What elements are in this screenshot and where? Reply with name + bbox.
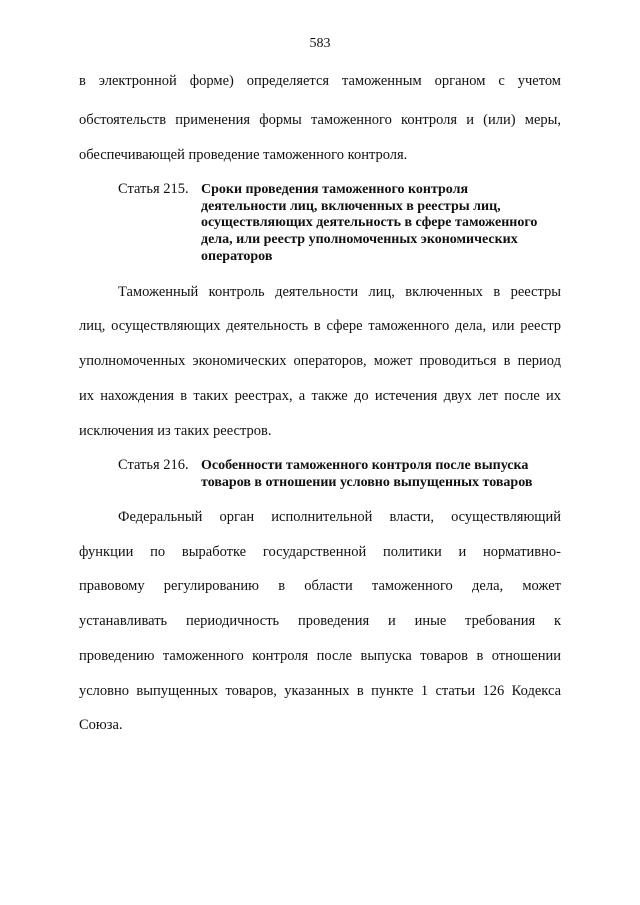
article-title-line: Особенности таможенного контроля после выпуска (201, 458, 529, 473)
paragraph-line: обстоятельств применения формы таможенного контроля и (или) меры, (79, 112, 561, 128)
paragraph-line: обеспечивающей проведение таможенного контроля. (79, 147, 408, 163)
article-title-line: осуществляющих деятельность в сфере таможенного (201, 215, 538, 230)
article-title-line: деятельности лиц, включенных в реестры лиц, (201, 199, 501, 214)
article-title-line: дела, или реестр уполномоченных экономических (201, 232, 518, 247)
article-label: Статья 215. (118, 181, 189, 197)
article-title-line: операторов (201, 249, 273, 264)
paragraph-line: Союза. (79, 717, 123, 733)
paragraph-line: устанавливать периодичность проведения и иные требования к (79, 613, 561, 629)
article-label: Статья 216. (118, 457, 189, 473)
paragraph-line: проведению таможенного контроля после выпуска товаров в отношении (79, 648, 561, 664)
page-number: 583 (309, 36, 331, 51)
paragraph-line: правовому регулированию в области таможенного дела, может (79, 578, 561, 594)
paragraph-line: функции по выработке государственной политики и нормативно- (79, 544, 561, 560)
paragraph-line: Таможенный контроль деятельности лиц, включенных в реестры (118, 284, 561, 300)
paragraph-line: уполномоченных экономических операторов, может проводиться в период (79, 353, 561, 369)
paragraph-line: исключения из таких реестров. (79, 423, 272, 439)
paragraph-line: лиц, осуществляющих деятельность в сфере таможенного дела, или реестр (79, 318, 561, 334)
paragraph-line: в электронной форме) определяется таможенным органом с учетом (79, 73, 561, 89)
article-title-line: товаров в отношении условно выпущенных товаров (201, 475, 533, 490)
paragraph-line: Федеральный орган исполнительной власти, осуществляющий (118, 509, 561, 525)
paragraph-line: их нахождения в таких реестрах, а также до истечения двух лет после их (79, 388, 561, 404)
paragraph-line: условно выпущенных товаров, указанных в пункте 1 статьи 126 Кодекса (79, 683, 561, 699)
article-title-line: Сроки проведения таможенного контроля (201, 182, 469, 197)
